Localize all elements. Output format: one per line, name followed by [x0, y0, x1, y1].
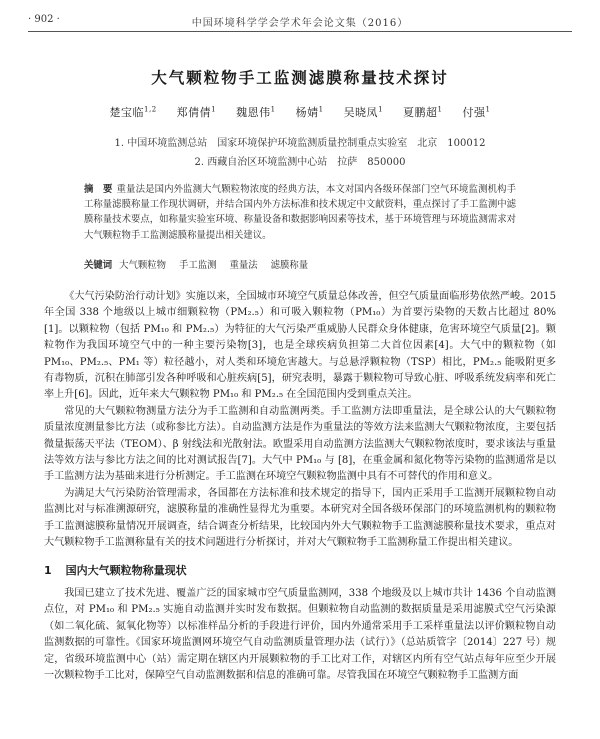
author: 魏恩伟$^1$ [236, 105, 276, 119]
keyword: 滤膜称量 [270, 260, 309, 271]
running-header [28, 14, 572, 30]
keyword: 重量法 [229, 260, 258, 271]
section-heading [44, 563, 556, 579]
author: 付强$^1$ [462, 105, 491, 119]
paragraph: 常见的大气颗粒物测量方法分为手工监测和自动监测两类。手工监测方法即重量法，是全球公认的大气颗粒物质量浓度测量参比方法（或称参比方法）。自动监测方法是作为重量法的等效方法来监测大气颗粒物浓度，主要包括微量振荡天平法（TEOM）、β 射线法和光散射法。欧盟采用自动监测方法监测大气颗粒物浓度时，要求该法与重量法等效方法与参比方法之间的比对测试报告[7]。大气中 PM₁₀ 与 [8]，在重金属和氮化物等污染物的监测通常是以手工监测方法为基础来进行分析测定。手工监测在环境空气颗粒物监测中具有不可替代的作用和意义。 [44, 405, 556, 483]
paragraph: 为满足大气污染防治管理需求，各国都在方法标准和技术规定的指导下，国内正采用手工监测开展颗粒物自动监测比对与标准溯源研究，滤膜称量的准确性显得尤为重要。本研究对全国各级环保部门的环境监测机构的颗粒物手工监测滤膜称量情况开展调查，结合调查分析结果，比较国内外大气颗粒物手工监测滤膜称量技术要求，重点对大气颗粒物手工监测称量有关的技术问题进行分析探讨，并对大气颗粒物手工监测称量工作提出相关建议。 [44, 487, 556, 549]
author: 吴晓凤$^1$ [343, 105, 384, 119]
abstract [84, 182, 516, 243]
page-number: · 902 · [28, 14, 60, 25]
paragraph: 《大气污染防治行动计划》实施以来，全国城市环境空气质量总体改善，但空气质量面临形势依然严峻。2015 年全国 338 个地级以上城市细颗粒物（PM₂.₅）和可吸入颗粒物（PM₁₀）为首要污染物的天数占比超过 80%[1]。以颗粒物（包括 PM₁₀ 和 PM₂.₅）为特征的大气污染严重威胁人民群众身体健康，危害环境空气质量[2]。颗粒物作为我国环境空气中的一种主要污染物[3]，也是全球疾病负担第二大首位因素[4]。大气中的颗粒物（如 PM₁₀、PM₂.₅、PM₁ 等）粒径越小，对人类和环境危害越大。与总悬浮颗粒物（TSP）相比，PM₂.₅ 能吸附更多有毒物质，沉积在肺部引发各种呼吸和心脏疾病[5]，研究表明，暴露于颗粒物可导致心脏、呼吸系统发病率和死亡率上升[6]。因此，近年来大气颗粒物 PM₁₀ 和 PM₂.₅ 在全国范围内受到重点关注。 [44, 291, 556, 401]
journal-name: 中国环境科学学会学术年会论文集（2016） [191, 18, 409, 29]
abstract-label: 摘 要 [84, 184, 113, 195]
abstract-text: 重量法是国内外监测大气颗粒物浓度的经典方法，本文对国内各级环保部门空气环境监测机构手工称量滤膜称量工作现状调研，并结合国内外方法标准和技术规定中文献资料，重点探讨了手工监测中滤膜称量技术要点，如称量实验室环境、称量设备和数据影响因素等技术，基于环境管理与环境监测需求对大气颗粒物手工监测滤膜称量提出相关建议。 [84, 184, 516, 241]
section-number: 1 [44, 563, 52, 577]
section-title: 国内大气颗粒物称量现状 [65, 563, 187, 577]
header-rule [28, 31, 572, 32]
affiliation-1: 1. 中国环境监测总站 国家环境保护环境监测质量控制重点实验室 北京 100012 [114, 138, 486, 149]
keyword: 大气颗粒物 [119, 260, 167, 271]
body-text [44, 289, 556, 684]
keywords-label: 关键词 [84, 260, 113, 271]
keywords [84, 257, 516, 271]
paper-title: 大气颗粒物手工监测滤膜称量技术探讨 [151, 69, 449, 87]
paragraph: 我国已建立了技术先进、覆盖广泛的国家城市空气质量监测网，338 个地级及以上城市共计 1436 个自动监测点位，对 PM₁₀ 和 PM₂.₅ 实施自动监测并实时发布数据。但颗粒物自动监测的数据质量是采用滤膜式空气污染源（如二氧化硫、氮氧化物等）以标准样品分析的手段进行评价，国内外通常采用手工采样重量法以评价颗粒物自动监测数据的可靠性。《国家环境监测网环境空气自动监测质量管理办法（试行）》（总站质管字〔2014〕227 号）规定，省级环境监测中心（站）需定期在辖区内开展颗粒物的手工比对工作，对辖区内所有空气站点每年应至少开展一次颗粒物手工比对，保障空气自动监测数据和信息的准确可靠。尽管我国在环境空气颗粒物手工监测方面 [44, 587, 556, 681]
author: 楚宝临$^{1,2}$ [109, 105, 157, 119]
author: 杨婧$^1$ [295, 105, 324, 119]
author: 郑倩倩$^1$ [176, 105, 217, 119]
affiliation-2: 2. 西藏自治区环境监测中心站 拉萨 850000 [194, 157, 406, 168]
author: 夏鹏超$^1$ [403, 105, 443, 119]
author-list [0, 104, 600, 120]
keyword: 手工监测 [179, 260, 217, 271]
